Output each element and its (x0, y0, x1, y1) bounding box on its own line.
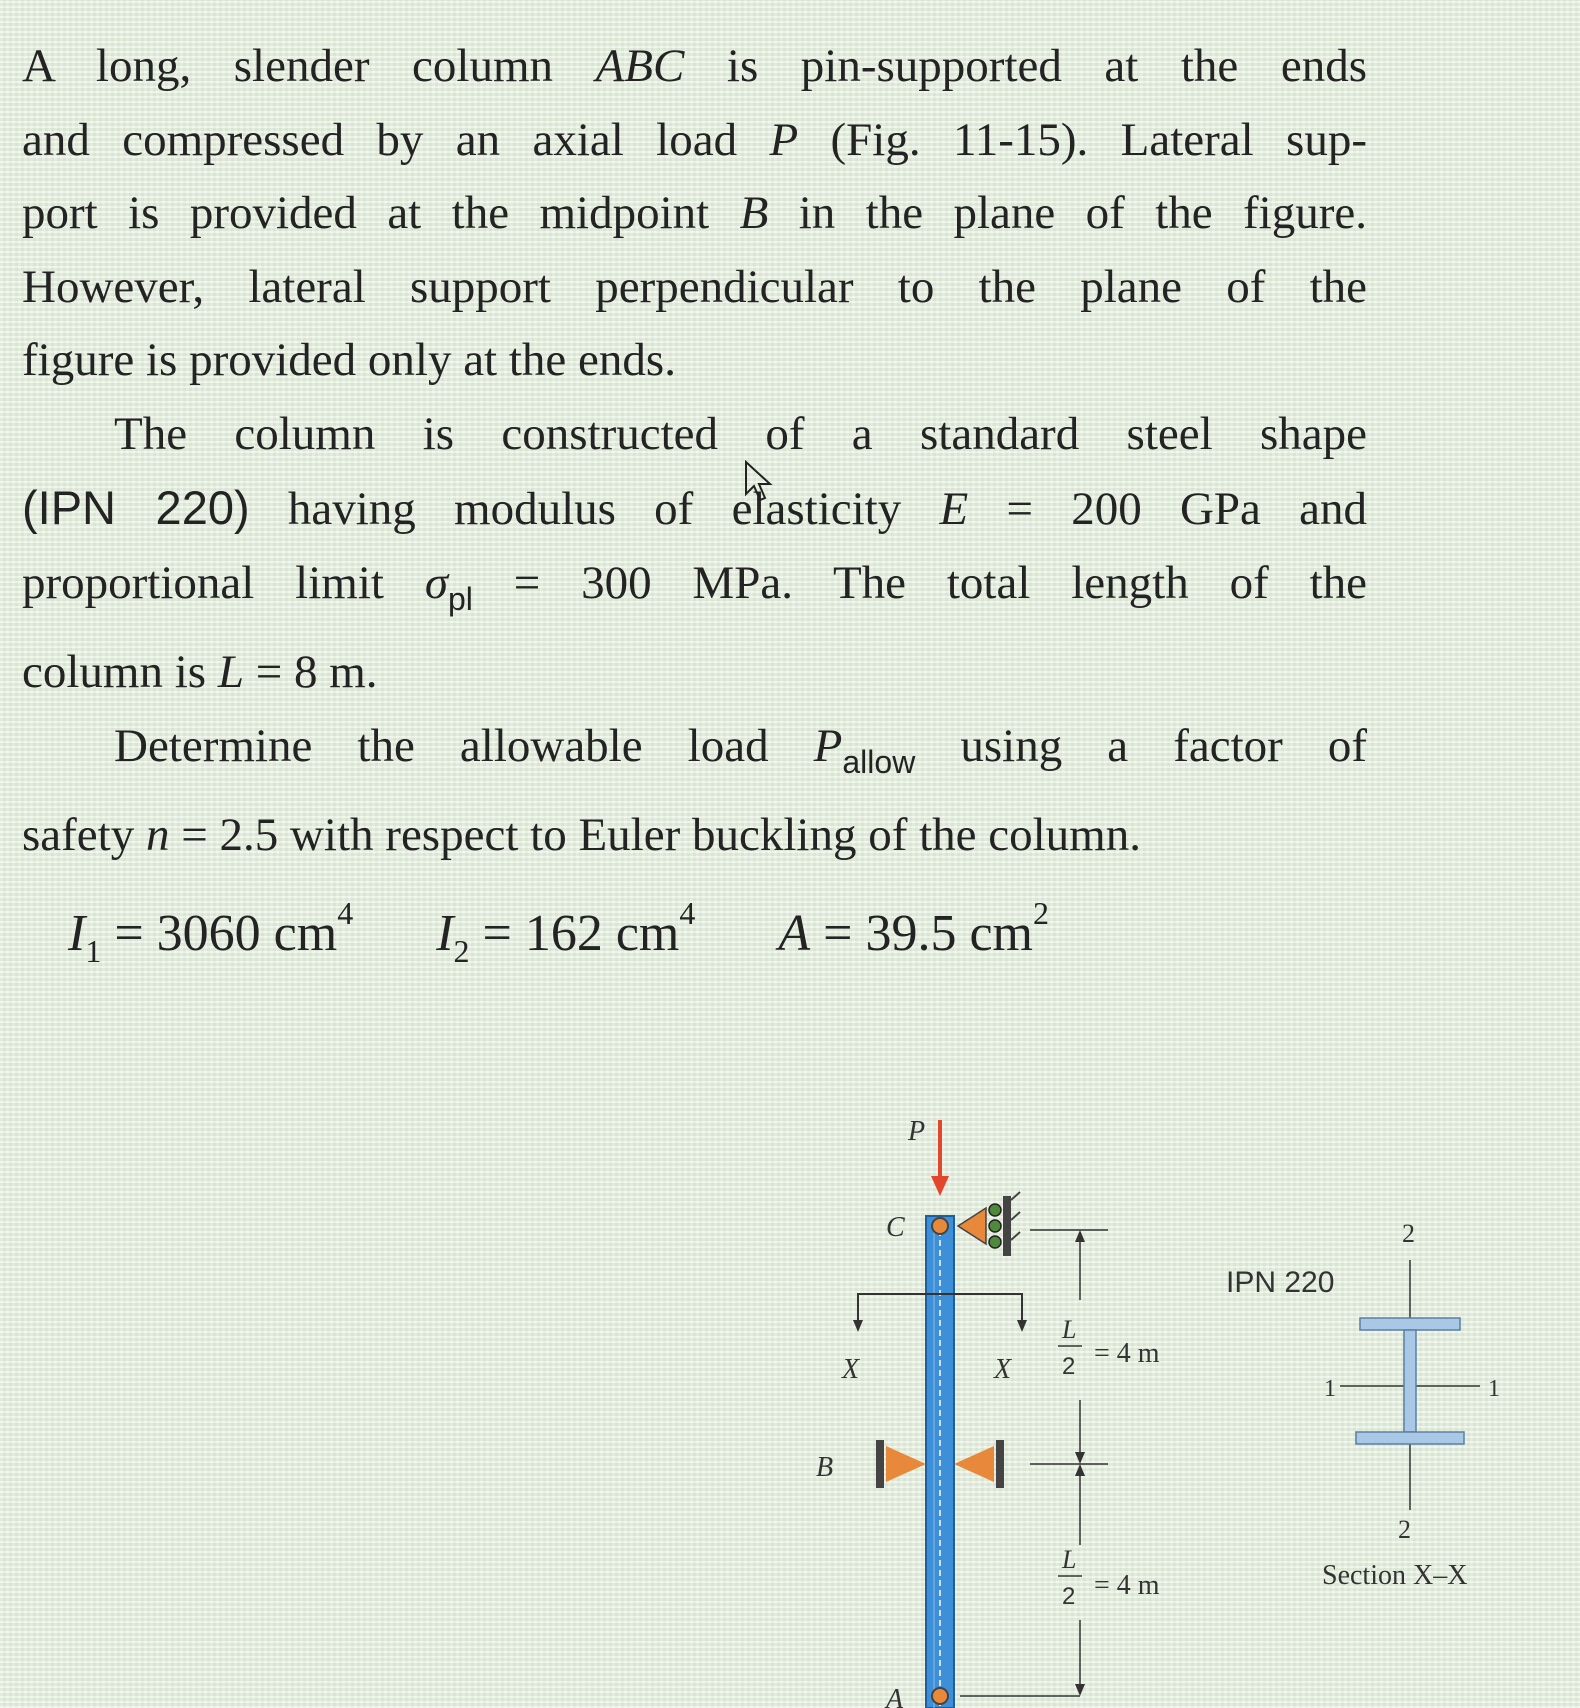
wall-hatch-1 (1011, 1192, 1020, 1200)
top-support-triangle (958, 1208, 986, 1244)
mouse-cursor-icon (744, 460, 774, 502)
support-b-left-base (876, 1440, 884, 1488)
moment-of-inertia-2: $I_2 = 162$ $cm^4$ (436, 895, 696, 969)
pin-c (932, 1218, 948, 1234)
dim-lower-arrow-bottom (1075, 1684, 1085, 1696)
load-arrow-head (931, 1176, 949, 1196)
axis-2-top-label: 2 (1402, 1219, 1415, 1248)
moment-of-inertia-1: $I_1 = 3060$ $cm^4$ (68, 895, 354, 969)
roller-2 (989, 1220, 1001, 1232)
cross-section-area: A = 39.5 $cm^2$ (778, 895, 1049, 962)
paragraph-1 (22, 30, 1367, 398)
roller-1 (989, 1204, 1001, 1216)
text-line: port is provided at the midpoint B in the plane of the figure. (22, 187, 1367, 239)
roller-wall (1003, 1196, 1011, 1256)
axis-1-left-label: 1 (1324, 1376, 1336, 1402)
wall-hatch-3 (1011, 1232, 1020, 1240)
dim-lower-num: L (1062, 1545, 1077, 1574)
problem-statement (22, 30, 1367, 873)
pin-a (932, 1688, 948, 1704)
load-label: P (908, 1116, 926, 1147)
axis-1-right-label: 1 (1488, 1376, 1500, 1402)
text-line: The column is constructed of a standard steel shape (114, 407, 1367, 460)
text-line: (IPN 220) having modulus of elasticity E = 200 GPa and (22, 481, 1367, 535)
point-c-label: C (886, 1212, 905, 1243)
axis-2-bottom-label: 2 (1398, 1515, 1411, 1544)
point-b-label: B (816, 1452, 834, 1483)
dim-lower-arrow-top (1075, 1464, 1085, 1476)
support-b-right (954, 1446, 994, 1482)
dim-lower-den: 2 (1062, 1583, 1076, 1610)
text-line: A long, slender column ABC is pin-supported at the ends (22, 40, 1367, 92)
paragraph-3 (22, 710, 1367, 873)
text-line: figure is provided only at the ends. (22, 334, 676, 386)
support-b-left (886, 1446, 926, 1482)
ipn-bottom-flange (1356, 1432, 1464, 1444)
shape-name: IPN 220 (1226, 1266, 1335, 1299)
text-line: Determine the allowable load $P_{allow}$ using a factor of (114, 719, 1367, 780)
text-line: and compressed by an axial load P (Fig. 11-15). Lateral sup- (22, 113, 1367, 166)
ipn-top-flange (1360, 1318, 1460, 1330)
text-line: However, lateral support perpendicular to the plane of the (22, 260, 1367, 313)
dim-upper-den: 2 (1062, 1353, 1076, 1380)
point-a-label: A (886, 1684, 904, 1708)
section-properties (68, 895, 1268, 970)
support-b-right-base (996, 1440, 1004, 1488)
dim-upper-arrow-bottom (1075, 1452, 1085, 1464)
dim-upper-arrow-top (1075, 1230, 1085, 1242)
text-line: safety n = 2.5 with respect to Euler buckling of the column. (22, 809, 1141, 861)
section-marker-right: X (994, 1354, 1012, 1385)
section-arrow-right (1017, 1320, 1027, 1332)
column-figure (790, 1100, 1510, 1708)
column-diagram (790, 1100, 1510, 1708)
dim-upper-value: = 4 m (1094, 1338, 1160, 1369)
text-line: column is L = 8 m. (22, 646, 378, 698)
ipn-web (1404, 1330, 1416, 1432)
wall-hatch-2 (1011, 1212, 1020, 1220)
section-arrow-left (853, 1320, 863, 1332)
roller-3 (989, 1236, 1001, 1248)
text-line: proportional limit $\sigma_{pl} = 300$ MPa. The total length of the (22, 556, 1367, 617)
section-caption: Section X–X (1322, 1560, 1468, 1591)
section-marker-left: X (842, 1354, 860, 1385)
dim-upper-num: L (1062, 1315, 1077, 1344)
paragraph-2 (22, 398, 1367, 710)
dim-lower-value: = 4 m (1094, 1570, 1160, 1601)
